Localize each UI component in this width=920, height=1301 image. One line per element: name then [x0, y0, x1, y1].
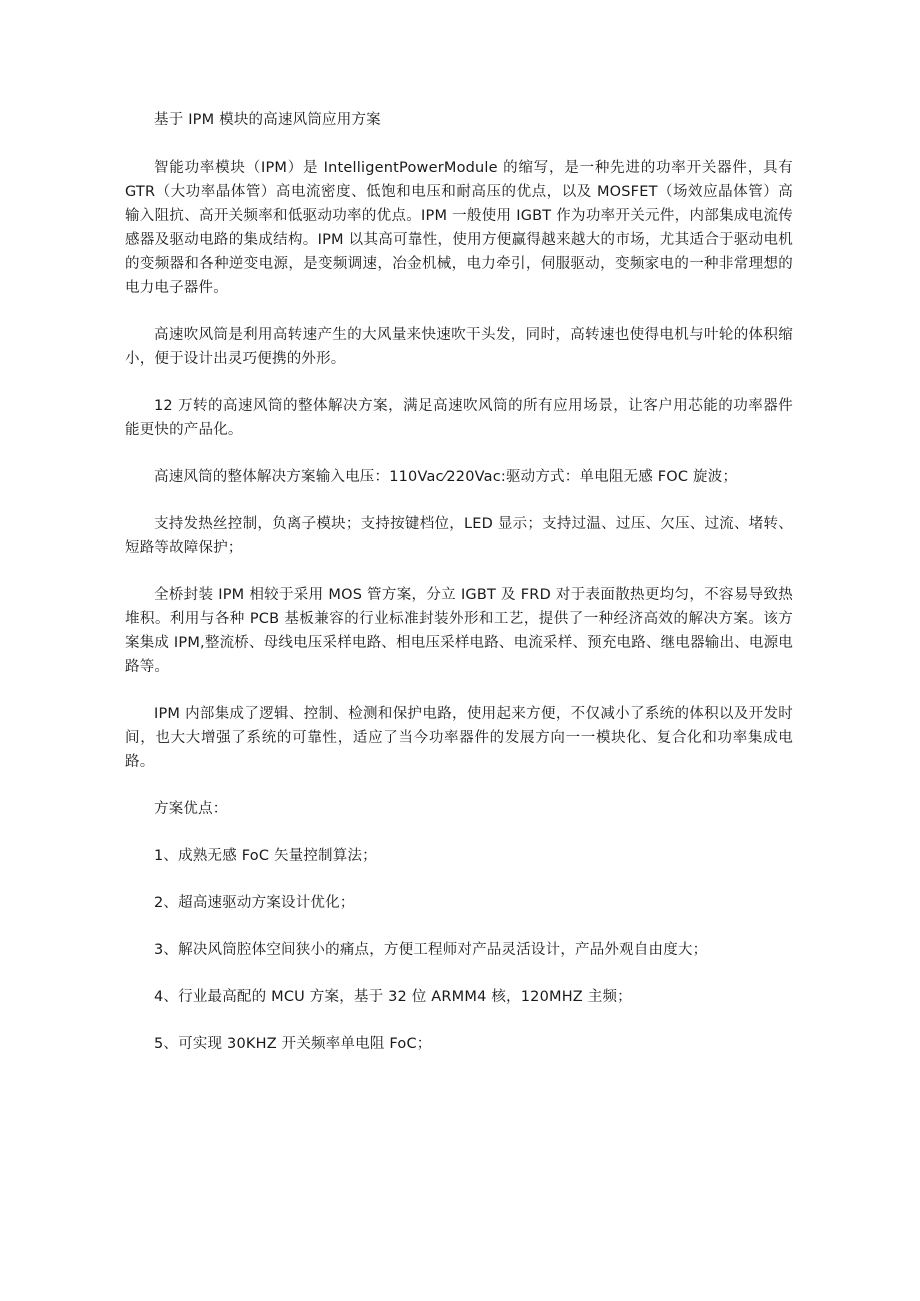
paragraph-ipm-intro: 智能功率模块（IPM）是 IntelligentPowerModule 的缩写，是一种先进的功率开关器件，具有 GTR（大功率晶体管）高电流密度、低饱和电压和耐高压的优点，以及 MOSFET（场效应晶体管）高输入阻抗、高开关频率和低驱动功率的优点。IPM 一般使用 IGBT 作为功率开关元件，内部集成电流传感器及驱动电路的集成结构。IPM 以其高可靠性，使用方便赢得越来越大的市场，尤其适合于驱动电机的变频器和各种逆变电源，是变频调速，冶金机械，电力牵引，伺服驱动，变频家电的一种非常理想的电力电子器件。 [125, 160, 793, 296]
paragraph-advantages-heading: 方案优点： [154, 801, 228, 817]
paragraph-ipm-integration: IPM 内部集成了逻辑、控制、检测和保护电路，使用起来方便，不仅减小了系统的体积以及开发时间，也大大增强了系统的可靠性，适应了当今功率器件的发展方向一一模块化、复合化和功率集成电路。 [125, 706, 793, 770]
document-body [125, 108, 793, 1079]
document-title: 基于 IPM 模块的高速风筒应用方案 [154, 112, 381, 128]
list-item: 4、行业最高配的 MCU 方案，基于 32 位 ARMM4 核，120MHZ 主频； [154, 989, 632, 1005]
list-item: 1、成熟无感 FoC 矢量控制算法； [154, 848, 377, 864]
list-item: 2、超高速驱动方案设计优化； [154, 895, 355, 911]
paragraph-solution: 12 万转的高速风筒的整体解决方案，满足高速吹风筒的所有应用场景，让客户用芯能的功率器件能更快的产品化。 [125, 398, 793, 438]
paragraph-full-bridge: 全桥封装 IPM 相较于采用 MOS 管方案，分立 IGBT 及 FRD 对于表面散热更均匀，不容易导致热堆积。利用与各种 PCB 基板兼容的行业标准封装外形和工艺，提供了一种经济高效的解决方案。该方案集成 IPM,整流桥、母线电压采样电路、相电压采样电路、电流采样、预充电路、继电器输出、电源电路等。 [125, 587, 793, 675]
paragraph-input-voltage: 高速风筒的整体解决方案输入电压：110Vac⁄220Vac:驱动方式：单电阻无感 FOC 旋波； [154, 469, 738, 485]
advantages-list [125, 844, 793, 1056]
paragraph-features: 支持发热丝控制，负离子模块；支持按键档位，LED 显示；支持过温、过压、欠压、过流、堵转、短路等故障保护； [125, 516, 793, 556]
list-item: 3、解决风筒腔体空间狭小的痛点，方便工程师对产品灵活设计，产品外观自由度大； [154, 942, 708, 958]
paragraph-hair-dryer: 高速吹风筒是利用高转速产生的大风量来快速吹干头发，同时，高转速也使得电机与叶轮的体积缩小，便于设计出灵巧便携的外形。 [125, 327, 793, 367]
list-item: 5、可实现 30KHZ 开关频率单电阻 FoC； [154, 1036, 432, 1052]
